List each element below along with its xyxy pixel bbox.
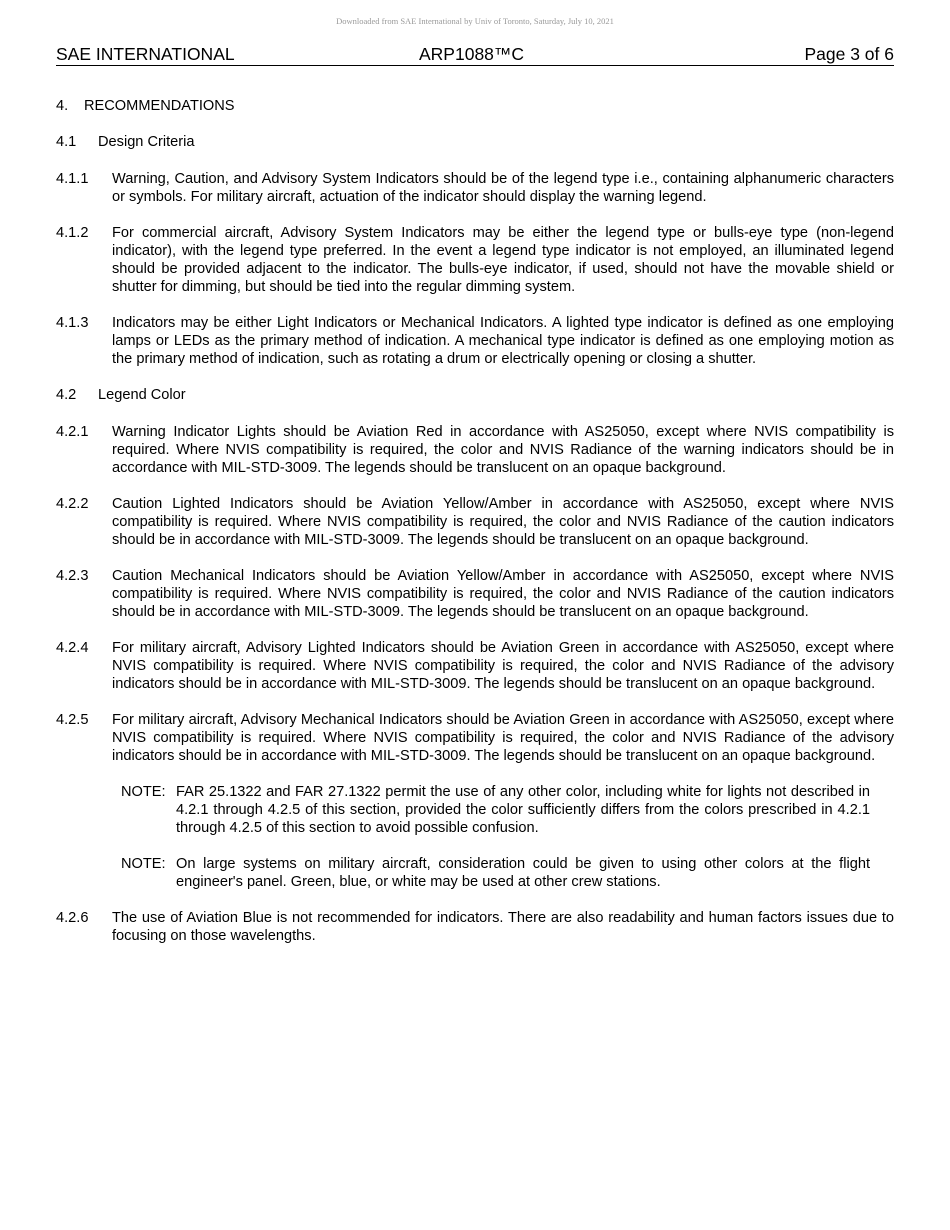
download-watermark: Downloaded from SAE International by Univ of Toronto, Saturday, July 10, 2021 [336, 16, 614, 26]
paragraph-number: 4.2.4 [56, 640, 89, 656]
paragraph-4-2-6 [56, 909, 894, 945]
paragraph-text: The use of Aviation Blue is not recommended for indicators. There are also readability and human factors issues due to focusing on those wavelengths. [112, 910, 894, 944]
paragraph-number: 4.2.2 [56, 496, 89, 512]
note-label: NOTE: [121, 856, 166, 872]
paragraph-number: 4.2.6 [56, 910, 89, 926]
subsection-heading-design-criteria [56, 133, 894, 151]
subsection-number: 4.2 [56, 387, 77, 403]
paragraph-4-1-2 [56, 224, 894, 296]
paragraph-4-2-1 [56, 423, 894, 477]
paragraph-4-1-3 [56, 314, 894, 368]
note-text: FAR 25.1322 and FAR 27.1322 permit the use of any other color, including white for lights not described in 4.2.1 through 4.2.5 of this section, provided the color sufficiently differs from the colors prescribed in 4.2.1 through 4.2.5 of this section to avoid possible confusion. [176, 784, 870, 836]
subsection-number: 4.1 [56, 134, 77, 150]
paragraph-text: For military aircraft, Advisory Lighted Indicators should be Aviation Green in accordance with AS25050, except where NVIS compatibility is required. Where NVIS compatibility is required, the color and NVIS Radiance of the advisory indicators should be in accordance with MIL-STD-3009. The legends should be translucent on an opaque background. [112, 640, 894, 692]
header-organization: SAE INTERNATIONAL [56, 44, 235, 64]
section-title: RECOMMENDATIONS [84, 98, 235, 114]
subsection-title: Design Criteria [98, 134, 195, 150]
paragraph-4-2-2 [56, 495, 894, 549]
page-header [56, 45, 894, 66]
subsection-title: Legend Color [98, 387, 186, 403]
paragraph-number: 4.2.5 [56, 712, 89, 728]
note-military-colors [121, 855, 870, 891]
paragraph-4-2-3 [56, 567, 894, 621]
paragraph-text: For military aircraft, Advisory Mechanical Indicators should be Aviation Green in accordance with AS25050, except where NVIS compatibility is required. Where NVIS compatibility is required, the color and NVIS Radiance of the advisory indicators should be in accordance with MIL-STD-3009. The legends should be translucent on an opaque background. [112, 712, 894, 764]
section-number: 4. [56, 98, 69, 114]
paragraph-text: Warning Indicator Lights should be Aviation Red in accordance with AS25050, except where NVIS compatibility is required. Where NVIS compatibility is required, the color and NVIS Radiance of the warning indicators should be in accordance with MIL-STD-3009. The legends should be translucent on an opaque background. [112, 424, 894, 476]
header-page-number: Page 3 of 6 [804, 44, 894, 64]
section-heading [56, 97, 894, 115]
paragraph-number: 4.1.2 [56, 225, 89, 241]
paragraph-text: Indicators may be either Light Indicators or Mechanical Indicators. A lighted type indicator is defined as one employing lamps or LEDs as the primary method of indication. A mechanical type indicator is defined as one employing motion as the primary method of indication, such as rotating a drum or electrically opening or closing a shutter. [112, 315, 894, 367]
paragraph-number: 4.1.3 [56, 315, 89, 331]
paragraph-4-2-4 [56, 639, 894, 693]
paragraph-4-1-1 [56, 170, 894, 206]
paragraph-4-2-5 [56, 711, 894, 765]
paragraph-number: 4.1.1 [56, 171, 89, 187]
note-label: NOTE: [121, 784, 166, 800]
note-far-colors [121, 783, 870, 837]
paragraph-text: For commercial aircraft, Advisory System Indicators may be either the legend type or bulls-eye type (non-legend indicator), with the legend type preferred. In the event a legend type indicator is not employed, an illuminated legend should be provided adjacent to the indicator. The bulls-eye indicator, if used, should not have the movable shield or shutter for dimming, but should be tied into the regular dimming system. [112, 225, 894, 295]
paragraph-text: Warning, Caution, and Advisory System Indicators should be of the legend type i.e., containing alphanumeric characters or symbols. For military aircraft, actuation of the indicator should display the warning legend. [112, 171, 894, 205]
paragraph-number: 4.2.1 [56, 424, 89, 440]
paragraph-text: Caution Mechanical Indicators should be Aviation Yellow/Amber in accordance with AS25050, except where NVIS compatibility is required. Where NVIS compatibility is required, the color and NVIS Radiance of the caution indicators should be in accordance with MIL-STD-3009. The legends should be translucent on an opaque background. [112, 568, 894, 620]
paragraph-text: Caution Lighted Indicators should be Aviation Yellow/Amber in accordance with AS25050, except where NVIS compatibility is required. Where NVIS compatibility is required, the color and NVIS Radiance of the caution indicators should be in accordance with MIL-STD-3009. The legends should be translucent on an opaque background. [112, 496, 894, 548]
document-body [56, 97, 894, 963]
note-text: On large systems on military aircraft, consideration could be given to using other colors at the flight engineer's panel. Green, blue, or white may be used at other crew stations. [176, 856, 870, 890]
paragraph-number: 4.2.3 [56, 568, 89, 584]
header-document-id: ARP1088™C [419, 44, 525, 64]
subsection-heading-legend-color [56, 386, 894, 404]
